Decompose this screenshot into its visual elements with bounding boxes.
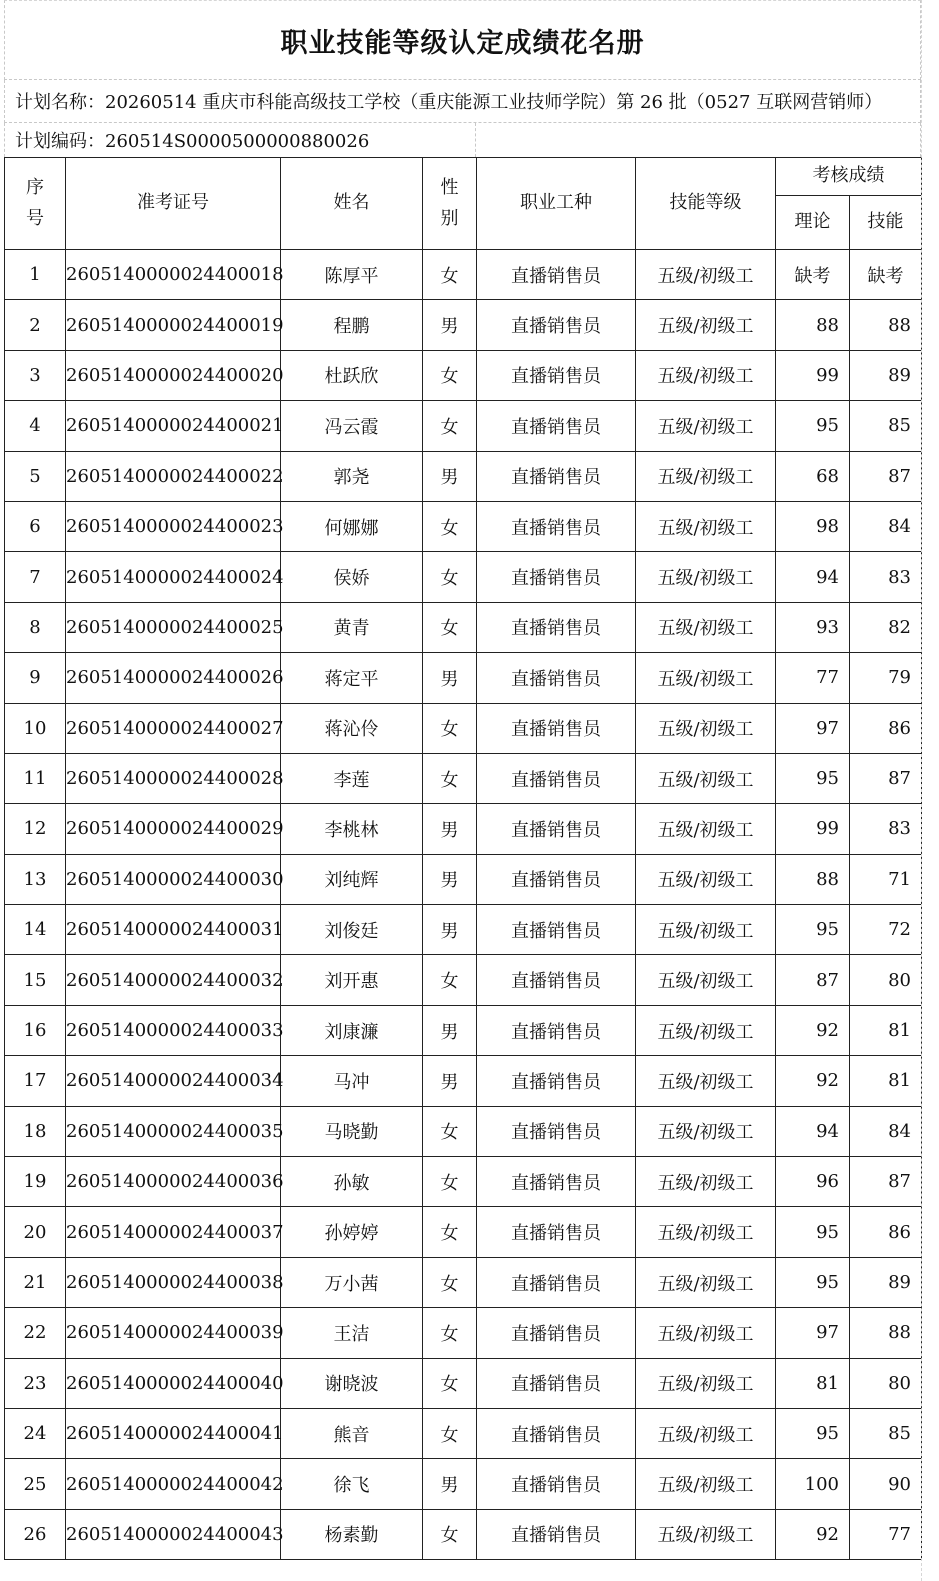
cell-seq: 11 [5,753,66,803]
cell-theory: 98 [776,501,850,551]
plan-name: 计划名称：20260514 重庆市科能高级技工学校（重庆能源工业技师学院）第 26 批（0527 互联网营销师） [15,92,883,113]
cell-seq: 14 [5,905,66,955]
cell-job: 直播销售员 [477,501,636,551]
cell-gender: 男 [423,905,477,955]
cell-ticket: 2605140000024400033 [66,1005,281,1055]
cell-theory: 92 [776,1509,850,1559]
cell-name: 熊音 [281,1408,423,1458]
cell-ticket: 2605140000024400040 [66,1358,281,1408]
cell-gender: 男 [423,854,477,904]
cell-theory: 95 [776,1408,850,1458]
cell-level: 五级/初级工 [636,501,776,551]
cell-seq: 10 [5,703,66,753]
table-row [5,350,922,400]
cell-level: 五级/初级工 [636,1106,776,1156]
cell-skill: 86 [850,703,922,753]
header-skill: 技能 [850,196,922,250]
cell-seq: 25 [5,1459,66,1509]
cell-theory: 99 [776,804,850,854]
cell-seq: 18 [5,1106,66,1156]
table-row [5,1308,922,1358]
cell-gender: 女 [423,1257,477,1307]
cell-level: 五级/初级工 [636,1207,776,1257]
cell-ticket: 2605140000024400028 [66,753,281,803]
table-row [5,1005,922,1055]
cell-job: 直播销售员 [477,1157,636,1207]
cell-ticket: 2605140000024400023 [66,501,281,551]
cell-gender: 女 [423,1509,477,1559]
cell-theory: 97 [776,703,850,753]
cell-level: 五级/初级工 [636,753,776,803]
cell-theory: 92 [776,1005,850,1055]
cell-job: 直播销售员 [477,703,636,753]
header-seq: 序 号 [5,158,66,250]
cell-job: 直播销售员 [477,1207,636,1257]
cell-skill: 缺考 [850,250,922,300]
table-row [5,250,922,300]
cell-level: 五级/初级工 [636,1308,776,1358]
cell-ticket: 2605140000024400038 [66,1257,281,1307]
cell-name: 刘纯辉 [281,854,423,904]
plan-name-row [4,80,921,123]
cell-ticket: 2605140000024400035 [66,1106,281,1156]
cell-name: 程鹏 [281,300,423,350]
cell-ticket: 2605140000024400027 [66,703,281,753]
cell-skill: 80 [850,955,922,1005]
cell-gender: 女 [423,1207,477,1257]
cell-job: 直播销售员 [477,552,636,602]
cell-ticket: 2605140000024400030 [66,854,281,904]
cell-gender: 男 [423,804,477,854]
cell-seq: 16 [5,1005,66,1055]
page-edge-guide [921,0,922,1581]
cell-name: 侯娇 [281,552,423,602]
table-row [5,451,922,501]
cell-level: 五级/初级工 [636,602,776,652]
cell-ticket: 2605140000024400024 [66,552,281,602]
cell-job: 直播销售员 [477,451,636,501]
cell-name: 陈厚平 [281,250,423,300]
cell-ticket: 2605140000024400043 [66,1509,281,1559]
table-row [5,1106,922,1156]
cell-name: 谢晓波 [281,1358,423,1408]
cell-seq: 12 [5,804,66,854]
cell-seq: 13 [5,854,66,904]
cell-theory: 92 [776,1056,850,1106]
cell-job: 直播销售员 [477,250,636,300]
table-row [5,955,922,1005]
cell-gender: 男 [423,1056,477,1106]
cell-seq: 15 [5,955,66,1005]
cell-skill: 86 [850,1207,922,1257]
table-row [5,1408,922,1458]
table-row [5,1207,922,1257]
table-row [5,300,922,350]
cell-ticket: 2605140000024400036 [66,1157,281,1207]
cell-theory: 99 [776,350,850,400]
cell-level: 五级/初级工 [636,1257,776,1307]
cell-job: 直播销售员 [477,1257,636,1307]
cell-ticket: 2605140000024400032 [66,955,281,1005]
cell-theory: 68 [776,451,850,501]
cell-theory: 94 [776,1106,850,1156]
cell-job: 直播销售员 [477,854,636,904]
cell-skill: 87 [850,753,922,803]
cell-seq: 9 [5,653,66,703]
cell-name: 李莲 [281,753,423,803]
cell-name: 杜跃欣 [281,350,423,400]
cell-name: 杨素勤 [281,1509,423,1559]
table-row [5,804,922,854]
cell-gender: 女 [423,1106,477,1156]
table-row [5,1358,922,1408]
score-roster-sheet [4,0,921,1560]
cell-ticket: 2605140000024400018 [66,250,281,300]
cell-ticket: 2605140000024400031 [66,905,281,955]
cell-seq: 22 [5,1308,66,1358]
cell-level: 五级/初级工 [636,905,776,955]
cell-name: 冯云霞 [281,401,423,451]
page-title: 职业技能等级认定成绩花名册 [280,27,645,59]
cell-theory: 100 [776,1459,850,1509]
header-name: 姓名 [281,158,423,250]
cell-seq: 19 [5,1157,66,1207]
cell-skill: 89 [850,350,922,400]
cell-level: 五级/初级工 [636,1408,776,1458]
cell-level: 五级/初级工 [636,1056,776,1106]
cell-name: 郭尧 [281,451,423,501]
cell-name: 蒋沁伶 [281,703,423,753]
cell-skill: 72 [850,905,922,955]
cell-name: 马晓勤 [281,1106,423,1156]
cell-skill: 79 [850,653,922,703]
cell-gender: 女 [423,753,477,803]
cell-theory: 81 [776,1358,850,1408]
table-row [5,602,922,652]
table-header [5,158,922,250]
cell-seq: 3 [5,350,66,400]
cell-gender: 男 [423,1005,477,1055]
cell-gender: 女 [423,501,477,551]
table-body [5,250,922,1560]
cell-skill: 88 [850,300,922,350]
cell-divider [475,123,476,157]
cell-skill: 81 [850,1005,922,1055]
cell-ticket: 2605140000024400034 [66,1056,281,1106]
cell-skill: 80 [850,1358,922,1408]
cell-skill: 71 [850,854,922,904]
table-row [5,1509,922,1559]
cell-name: 刘开惠 [281,955,423,1005]
cell-seq: 23 [5,1358,66,1408]
cell-skill: 84 [850,501,922,551]
cell-theory: 77 [776,653,850,703]
cell-job: 直播销售员 [477,1308,636,1358]
cell-ticket: 2605140000024400020 [66,350,281,400]
cell-job: 直播销售员 [477,350,636,400]
cell-level: 五级/初级工 [636,250,776,300]
cell-level: 五级/初级工 [636,300,776,350]
cell-theory: 97 [776,1308,850,1358]
title-row [4,0,921,80]
cell-job: 直播销售员 [477,905,636,955]
cell-gender: 男 [423,1459,477,1509]
cell-skill: 90 [850,1459,922,1509]
cell-seq: 7 [5,552,66,602]
cell-name: 刘康濂 [281,1005,423,1055]
cell-level: 五级/初级工 [636,1005,776,1055]
cell-job: 直播销售员 [477,1509,636,1559]
cell-job: 直播销售员 [477,1005,636,1055]
cell-gender: 女 [423,401,477,451]
cell-name: 孙婷婷 [281,1207,423,1257]
cell-ticket: 2605140000024400026 [66,653,281,703]
cell-seq: 26 [5,1509,66,1559]
cell-job: 直播销售员 [477,653,636,703]
cell-ticket: 2605140000024400042 [66,1459,281,1509]
cell-seq: 6 [5,501,66,551]
cell-gender: 男 [423,653,477,703]
cell-job: 直播销售员 [477,602,636,652]
cell-seq: 5 [5,451,66,501]
cell-seq: 20 [5,1207,66,1257]
cell-gender: 女 [423,703,477,753]
cell-job: 直播销售员 [477,300,636,350]
cell-name: 徐飞 [281,1459,423,1509]
cell-name: 王洁 [281,1308,423,1358]
cell-theory: 缺考 [776,250,850,300]
table-row [5,501,922,551]
cell-skill: 83 [850,804,922,854]
cell-theory: 88 [776,854,850,904]
cell-theory: 95 [776,1207,850,1257]
score-table [4,157,922,1560]
cell-name: 万小茜 [281,1257,423,1307]
cell-level: 五级/初级工 [636,703,776,753]
cell-name: 孙敏 [281,1157,423,1207]
cell-level: 五级/初级工 [636,1157,776,1207]
table-row [5,552,922,602]
table-row [5,1056,922,1106]
cell-gender: 女 [423,350,477,400]
cell-skill: 85 [850,401,922,451]
cell-seq: 4 [5,401,66,451]
cell-gender: 女 [423,1408,477,1458]
cell-theory: 95 [776,401,850,451]
cell-job: 直播销售员 [477,1358,636,1408]
cell-ticket: 2605140000024400025 [66,602,281,652]
table-row [5,1459,922,1509]
cell-theory: 93 [776,602,850,652]
cell-level: 五级/初级工 [636,1509,776,1559]
cell-ticket: 2605140000024400019 [66,300,281,350]
cell-skill: 85 [850,1408,922,1458]
cell-job: 直播销售员 [477,1408,636,1458]
cell-job: 直播销售员 [477,955,636,1005]
cell-level: 五级/初级工 [636,804,776,854]
table-row [5,905,922,955]
cell-theory: 95 [776,1257,850,1307]
cell-skill: 84 [850,1106,922,1156]
cell-level: 五级/初级工 [636,653,776,703]
cell-job: 直播销售员 [477,1459,636,1509]
cell-job: 直播销售员 [477,401,636,451]
cell-gender: 女 [423,1308,477,1358]
cell-level: 五级/初级工 [636,1358,776,1408]
cell-level: 五级/初级工 [636,401,776,451]
cell-theory: 94 [776,552,850,602]
table-row [5,1157,922,1207]
header-score-group: 考核成绩 [776,158,922,196]
cell-gender: 女 [423,552,477,602]
cell-seq: 1 [5,250,66,300]
cell-theory: 95 [776,905,850,955]
table-row [5,703,922,753]
cell-skill: 83 [850,552,922,602]
cell-theory: 96 [776,1157,850,1207]
header-gender: 性 别 [423,158,477,250]
cell-ticket: 2605140000024400037 [66,1207,281,1257]
cell-seq: 2 [5,300,66,350]
cell-level: 五级/初级工 [636,350,776,400]
cell-job: 直播销售员 [477,1106,636,1156]
cell-level: 五级/初级工 [636,854,776,904]
cell-seq: 24 [5,1408,66,1458]
cell-name: 黄青 [281,602,423,652]
cell-seq: 21 [5,1257,66,1307]
cell-seq: 8 [5,602,66,652]
table-row [5,401,922,451]
cell-skill: 82 [850,602,922,652]
table-row [5,854,922,904]
cell-job: 直播销售员 [477,804,636,854]
cell-ticket: 2605140000024400029 [66,804,281,854]
cell-theory: 87 [776,955,850,1005]
plan-code: 计划编码：260514S0000500000880026 [15,131,370,152]
table-row [5,1257,922,1307]
cell-theory: 95 [776,753,850,803]
cell-gender: 女 [423,602,477,652]
cell-ticket: 2605140000024400021 [66,401,281,451]
header-theory: 理论 [776,196,850,250]
header-level: 技能等级 [636,158,776,250]
cell-gender: 男 [423,300,477,350]
header-ticket: 准考证号 [66,158,281,250]
cell-skill: 81 [850,1056,922,1106]
cell-name: 刘俊廷 [281,905,423,955]
cell-gender: 女 [423,1358,477,1408]
cell-theory: 88 [776,300,850,350]
cell-level: 五级/初级工 [636,451,776,501]
cell-level: 五级/初级工 [636,1459,776,1509]
cell-gender: 女 [423,250,477,300]
cell-ticket: 2605140000024400039 [66,1308,281,1358]
cell-name: 李桃林 [281,804,423,854]
cell-gender: 女 [423,955,477,1005]
cell-skill: 77 [850,1509,922,1559]
table-row [5,653,922,703]
cell-ticket: 2605140000024400022 [66,451,281,501]
cell-job: 直播销售员 [477,1056,636,1106]
cell-level: 五级/初级工 [636,552,776,602]
cell-skill: 87 [850,1157,922,1207]
cell-level: 五级/初级工 [636,955,776,1005]
cell-seq: 17 [5,1056,66,1106]
plan-code-row [4,123,921,157]
cell-skill: 88 [850,1308,922,1358]
cell-skill: 87 [850,451,922,501]
cell-name: 马冲 [281,1056,423,1106]
header-job: 职业工种 [477,158,636,250]
cell-name: 何娜娜 [281,501,423,551]
cell-job: 直播销售员 [477,753,636,803]
cell-gender: 女 [423,1157,477,1207]
cell-name: 蒋定平 [281,653,423,703]
cell-gender: 男 [423,451,477,501]
cell-skill: 89 [850,1257,922,1307]
cell-ticket: 2605140000024400041 [66,1408,281,1458]
table-row [5,753,922,803]
